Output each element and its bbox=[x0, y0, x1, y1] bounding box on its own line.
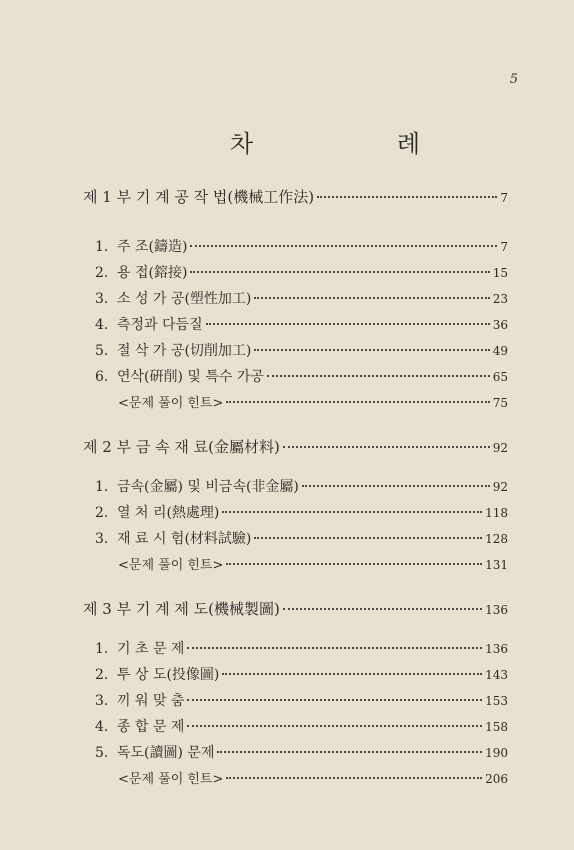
part-page: 136 bbox=[485, 603, 508, 617]
dot-leader bbox=[226, 401, 489, 403]
part-label: 제 3 부 기 계 제 도(機械製圖) bbox=[83, 600, 280, 618]
item-number: 3. bbox=[95, 291, 109, 307]
dot-leader bbox=[254, 349, 489, 351]
item-page: 128 bbox=[485, 532, 508, 546]
item-page: 15 bbox=[492, 266, 508, 280]
toc-item[interactable] bbox=[95, 340, 508, 360]
hint-page: 206 bbox=[485, 772, 508, 786]
item-number: 4. bbox=[95, 719, 109, 735]
item-label: 독도(讀圖) 문제 bbox=[117, 745, 215, 761]
dot-leader bbox=[187, 647, 482, 649]
item-label: 열 처 리(熱處理) bbox=[117, 505, 220, 521]
item-page: 190 bbox=[485, 746, 508, 760]
dot-leader bbox=[222, 511, 482, 513]
item-label: 종 합 문 제 bbox=[117, 719, 185, 735]
dot-leader bbox=[302, 485, 490, 487]
toc-title: 차 례 bbox=[230, 130, 488, 158]
toc-item[interactable] bbox=[95, 314, 508, 334]
toc-part-2[interactable] bbox=[83, 436, 508, 457]
dot-leader bbox=[190, 271, 489, 273]
toc-item[interactable] bbox=[95, 288, 508, 308]
item-label: 주 조(鑄造) bbox=[117, 239, 188, 255]
toc-item[interactable] bbox=[95, 528, 508, 548]
dot-leader bbox=[187, 725, 482, 727]
dot-leader bbox=[190, 245, 497, 247]
dot-leader bbox=[254, 297, 489, 299]
dot-leader bbox=[217, 751, 482, 753]
dot-leader bbox=[226, 563, 482, 565]
toc-item[interactable] bbox=[95, 742, 508, 762]
toc-item[interactable] bbox=[95, 476, 508, 496]
dot-leader bbox=[283, 446, 490, 448]
toc-part-1[interactable] bbox=[83, 186, 508, 207]
hint-label: <문제 풀이 힌트> bbox=[118, 772, 224, 787]
item-number: 3. bbox=[95, 693, 109, 709]
item-page: 92 bbox=[492, 480, 508, 494]
toc-item[interactable] bbox=[95, 638, 508, 658]
hint-label: <문제 풀이 힌트> bbox=[118, 558, 224, 573]
item-page: 23 bbox=[492, 292, 508, 306]
item-label: 투 상 도(投像圖) bbox=[117, 667, 220, 683]
hint-page: 75 bbox=[492, 396, 508, 410]
item-number: 6. bbox=[95, 369, 109, 385]
part-label: 제 2 부 금 속 재 료(金屬材料) bbox=[83, 438, 280, 456]
item-label: 연삭(硏削) 및 특수 가공 bbox=[117, 369, 264, 385]
item-label: 기 초 문 제 bbox=[117, 641, 185, 657]
toc-hint[interactable] bbox=[118, 554, 508, 573]
dot-leader bbox=[317, 196, 497, 198]
toc-item[interactable] bbox=[95, 664, 508, 684]
item-number: 4. bbox=[95, 317, 109, 333]
item-label: 금속(金屬) 및 비금속(非金屬) bbox=[117, 479, 299, 495]
item-page: 136 bbox=[485, 642, 508, 656]
item-number: 1. bbox=[95, 239, 109, 255]
item-label: 재 료 시 험(材料試驗) bbox=[117, 531, 252, 547]
item-page: 7 bbox=[500, 240, 508, 254]
item-page: 158 bbox=[485, 720, 508, 734]
item-number: 2. bbox=[95, 667, 109, 683]
item-label: 소 성 가 공(塑性加工) bbox=[117, 291, 252, 307]
toc-item[interactable] bbox=[95, 366, 508, 386]
item-label: 용 접(鎔接) bbox=[117, 265, 188, 281]
item-number: 5. bbox=[95, 745, 109, 761]
dot-leader bbox=[222, 673, 482, 675]
item-number: 2. bbox=[95, 265, 109, 281]
item-label: 절 삭 가 공(切削加工) bbox=[117, 343, 252, 359]
item-label: 끼 워 맞 춤 bbox=[117, 693, 185, 709]
toc-item[interactable] bbox=[95, 502, 508, 522]
part-page: 7 bbox=[500, 191, 508, 205]
toc-hint[interactable] bbox=[118, 768, 508, 787]
item-page: 153 bbox=[485, 694, 508, 708]
toc-hint[interactable] bbox=[118, 392, 508, 411]
dot-leader bbox=[187, 699, 482, 701]
item-page: 49 bbox=[492, 344, 508, 358]
dot-leader bbox=[226, 777, 482, 779]
item-number: 1. bbox=[95, 479, 109, 495]
item-page: 65 bbox=[492, 370, 508, 384]
dot-leader bbox=[254, 537, 482, 539]
toc-part-3[interactable] bbox=[83, 598, 508, 619]
dot-leader bbox=[283, 608, 482, 610]
item-number: 3. bbox=[95, 531, 109, 547]
toc-item[interactable] bbox=[95, 690, 508, 710]
item-page: 118 bbox=[485, 506, 508, 520]
dot-leader bbox=[206, 323, 490, 325]
item-number: 1. bbox=[95, 641, 109, 657]
item-number: 2. bbox=[95, 505, 109, 521]
hint-label: <문제 풀이 힌트> bbox=[118, 396, 224, 411]
item-page: 143 bbox=[485, 668, 508, 682]
toc-item[interactable] bbox=[95, 262, 508, 282]
item-number: 5. bbox=[95, 343, 109, 359]
hint-page: 131 bbox=[485, 558, 508, 572]
part-page: 92 bbox=[492, 441, 508, 455]
item-label: 측정과 다듬질 bbox=[117, 317, 203, 333]
dot-leader bbox=[267, 375, 490, 377]
toc-item[interactable] bbox=[95, 716, 508, 736]
toc-item[interactable] bbox=[95, 236, 508, 256]
part-label: 제 1 부 기 계 공 작 법(機械工作法) bbox=[83, 188, 315, 206]
page-number: 5 bbox=[509, 72, 518, 87]
item-page: 36 bbox=[492, 318, 508, 332]
